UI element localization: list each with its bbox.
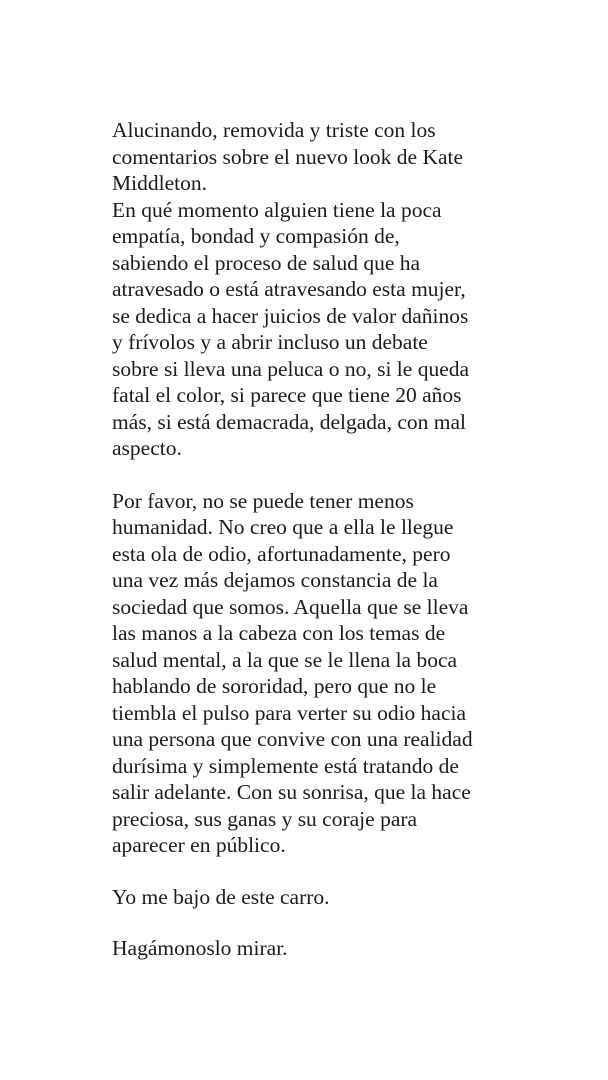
text-line: salud mental, a la que se le llena la boca	[112, 647, 458, 672]
text-line: Yo me bajo de este carro.	[112, 884, 330, 909]
text-line: salir adelante. Con su sonrisa, que la hace	[112, 780, 471, 804]
text-line: sociedad que somos. Aquella que se lleva	[112, 594, 469, 619]
paragraph-3	[112, 884, 608, 911]
paragraph-1	[112, 117, 608, 462]
text-line: atravesado o está atravesando esta mujer,	[112, 277, 466, 301]
text-line: tiembla el pulso para verter su odio hacia	[112, 700, 467, 725]
text-line: sobre si lleva una peluca o no, si le queda	[112, 356, 470, 381]
text-line: y frívolos y a abrir incluso un debate	[112, 330, 428, 354]
text-line: Por favor, no se puede tener menos	[112, 488, 414, 513]
text-line: las manos a la cabeza con los temas de	[112, 621, 446, 645]
paragraph-spacer	[112, 910, 608, 935]
text-line: comentarios sobre el nuevo look de Kate	[112, 144, 464, 169]
text-line: esta ola de odio, afortunadamente, pero	[112, 541, 451, 566]
text-line: preciosa, sus ganas y su coraje para	[112, 806, 418, 831]
text-line: En qué momento alguien tiene la poca	[112, 197, 442, 222]
paragraph-spacer	[112, 462, 608, 488]
paragraph-spacer	[112, 859, 608, 884]
text-line: se dedica a hacer juicios de valor dañinos	[112, 303, 469, 328]
text-line: una vez más dejamos constancia de la	[112, 568, 438, 592]
text-line: Alucinando, removida y triste con los	[112, 118, 436, 142]
text-line: fatal el color, si parece que tiene 20 años	[112, 383, 462, 407]
text-line: empatía, bondad y compasión de,	[112, 224, 400, 248]
text-line: hablando de sororidad, pero que no le	[112, 674, 437, 698]
text-line: durísima y simplemente está tratando de	[112, 753, 459, 778]
text-line: sabiendo el proceso de salud que ha	[112, 250, 421, 275]
text-line: Middleton.	[112, 171, 207, 195]
text-line: una persona que convive con una realidad	[112, 727, 473, 751]
text-line: aparecer en público.	[112, 833, 286, 857]
text-line: Hagámonoslo mirar.	[112, 936, 288, 960]
text-line: más, si está demacrada, delgada, con mal	[112, 409, 467, 434]
paragraph-4	[112, 935, 608, 962]
text-line: humanidad. No creo que a ella le llegue	[112, 515, 454, 539]
paragraph-2	[112, 488, 608, 859]
text-line: aspecto.	[112, 436, 182, 460]
